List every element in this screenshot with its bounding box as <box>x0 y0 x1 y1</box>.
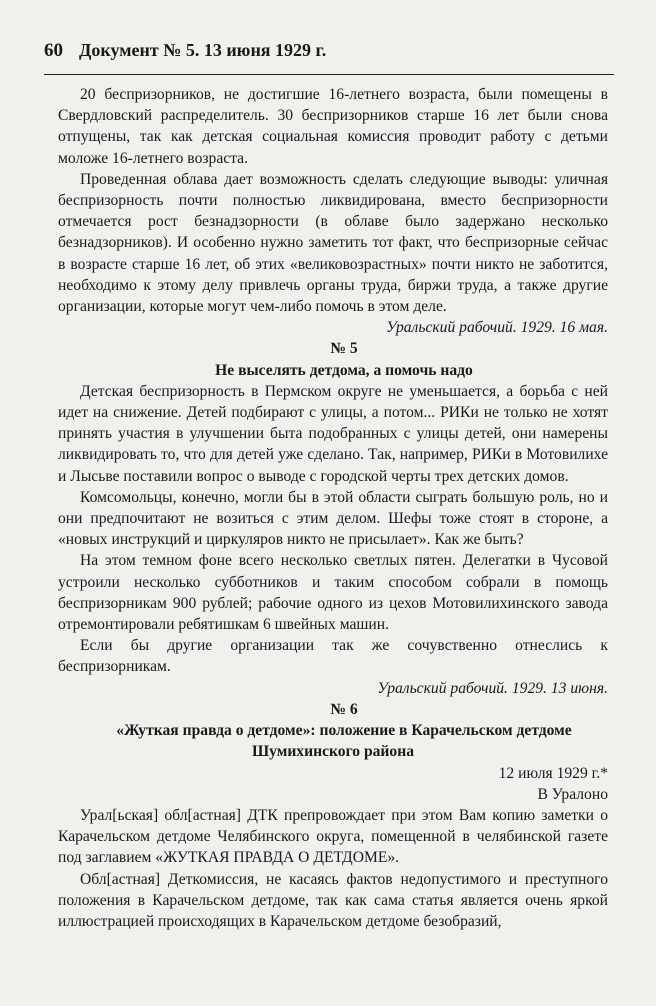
paragraph: Проведенная облава дает возможность сделать следующие выводы: уличная беспризорность почти полностью ликвидирована, вместо беспризорности отмечается рост безнадзорности (в облаве было задержано несколько безнадзорников). И особенно нужно заметить тот факт, что беспризорные сейчас в возрасте старше 16 лет, об этих «великовозрастных» почти никто не заботится, необходимо к этому делу привлечь органы труда, биржи труда, а также другие организации, которые могут чем-либо помочь в этом деле. <box>58 170 608 316</box>
running-title: Документ № 5. 13 июня 1929 г. <box>79 40 327 60</box>
source-citation: Уральский рабочий. 1929. 13 июня. <box>377 679 608 697</box>
paragraph: На этом темном фоне всего несколько светлых пятен. Делегатки в Чусовой устроили несколько субботников и таким способом собрали в помощь беспризорникам 900 рублей; рабочие одного из цехов Мотовилихинского завода отремонтировали ребятишкам 6 швейных машин. <box>58 552 608 634</box>
paragraph: Комсомольцы, конечно, могли бы в этой области сыграть большую роль, но и они предпочитают не возиться с этим делом. Шефы тоже стоят в стороне, а «новых инструкций и циркуляров никто не присылает». Как же быть? <box>58 488 608 549</box>
source-citation: Уральский рабочий. 1929. 16 мая. <box>386 319 608 337</box>
paragraph: Детская беспризорность в Пермском округе не уменьшается, а борьба с ней идет на снижение. Детей подбирают с улицы, а потом... РИКи не только не хотят принять участия в улучшении быта подобранных с улицы детей, они намерены ликвидировать то, что для детей уже сделано. Так, например, РИКи в Мотовилихе и Лысьве поставили вопрос о выводе с городской черты трех детских домов. <box>58 382 608 485</box>
document-title: Не выселять детдома, а помочь надо <box>215 361 473 379</box>
document-addressee: В Уралоно <box>537 785 608 803</box>
page-body <box>58 84 608 932</box>
page-header <box>44 40 614 75</box>
document-number: № 5 <box>330 340 358 358</box>
paragraph: Урал[ьская] обл[астная] ДТК препровождает при этом Вам копию заметки о Карачельском детдоме Челябинского округа, помещенной в челябинской газете под заглавием «ЖУТКАЯ ПРАВДА О ДЕТДОМЕ». <box>58 806 608 867</box>
paragraph: Если бы другие организации так же сочувственно отнеслись к беспризорникам. <box>58 637 608 676</box>
document-date: 12 июля 1929 г.* <box>498 764 608 782</box>
paragraph: 20 беспризорников, не достигшие 16-летнего возраста, были помещены в Свердловский распределитель. 30 беспризорников старше 16 лет были снова отпущены, так как детская социальная комиссия проводит работу с детьми моложе 16-летнего возраста. <box>58 86 608 167</box>
document-number: № 6 <box>330 700 358 718</box>
page-number: 60 <box>44 40 63 61</box>
paragraph: Обл[астная] Деткомиссия, не касаясь фактов недопустимого и преступного положения в Карачельском детдоме, так как сама статья является очень яркой иллюстрацией происходящих в Карачельском детдоме безобразий, <box>58 870 608 930</box>
document-title: «Жуткая правда о детдоме»: положение в Карачельском детдоме Шумихинского района <box>116 722 572 761</box>
